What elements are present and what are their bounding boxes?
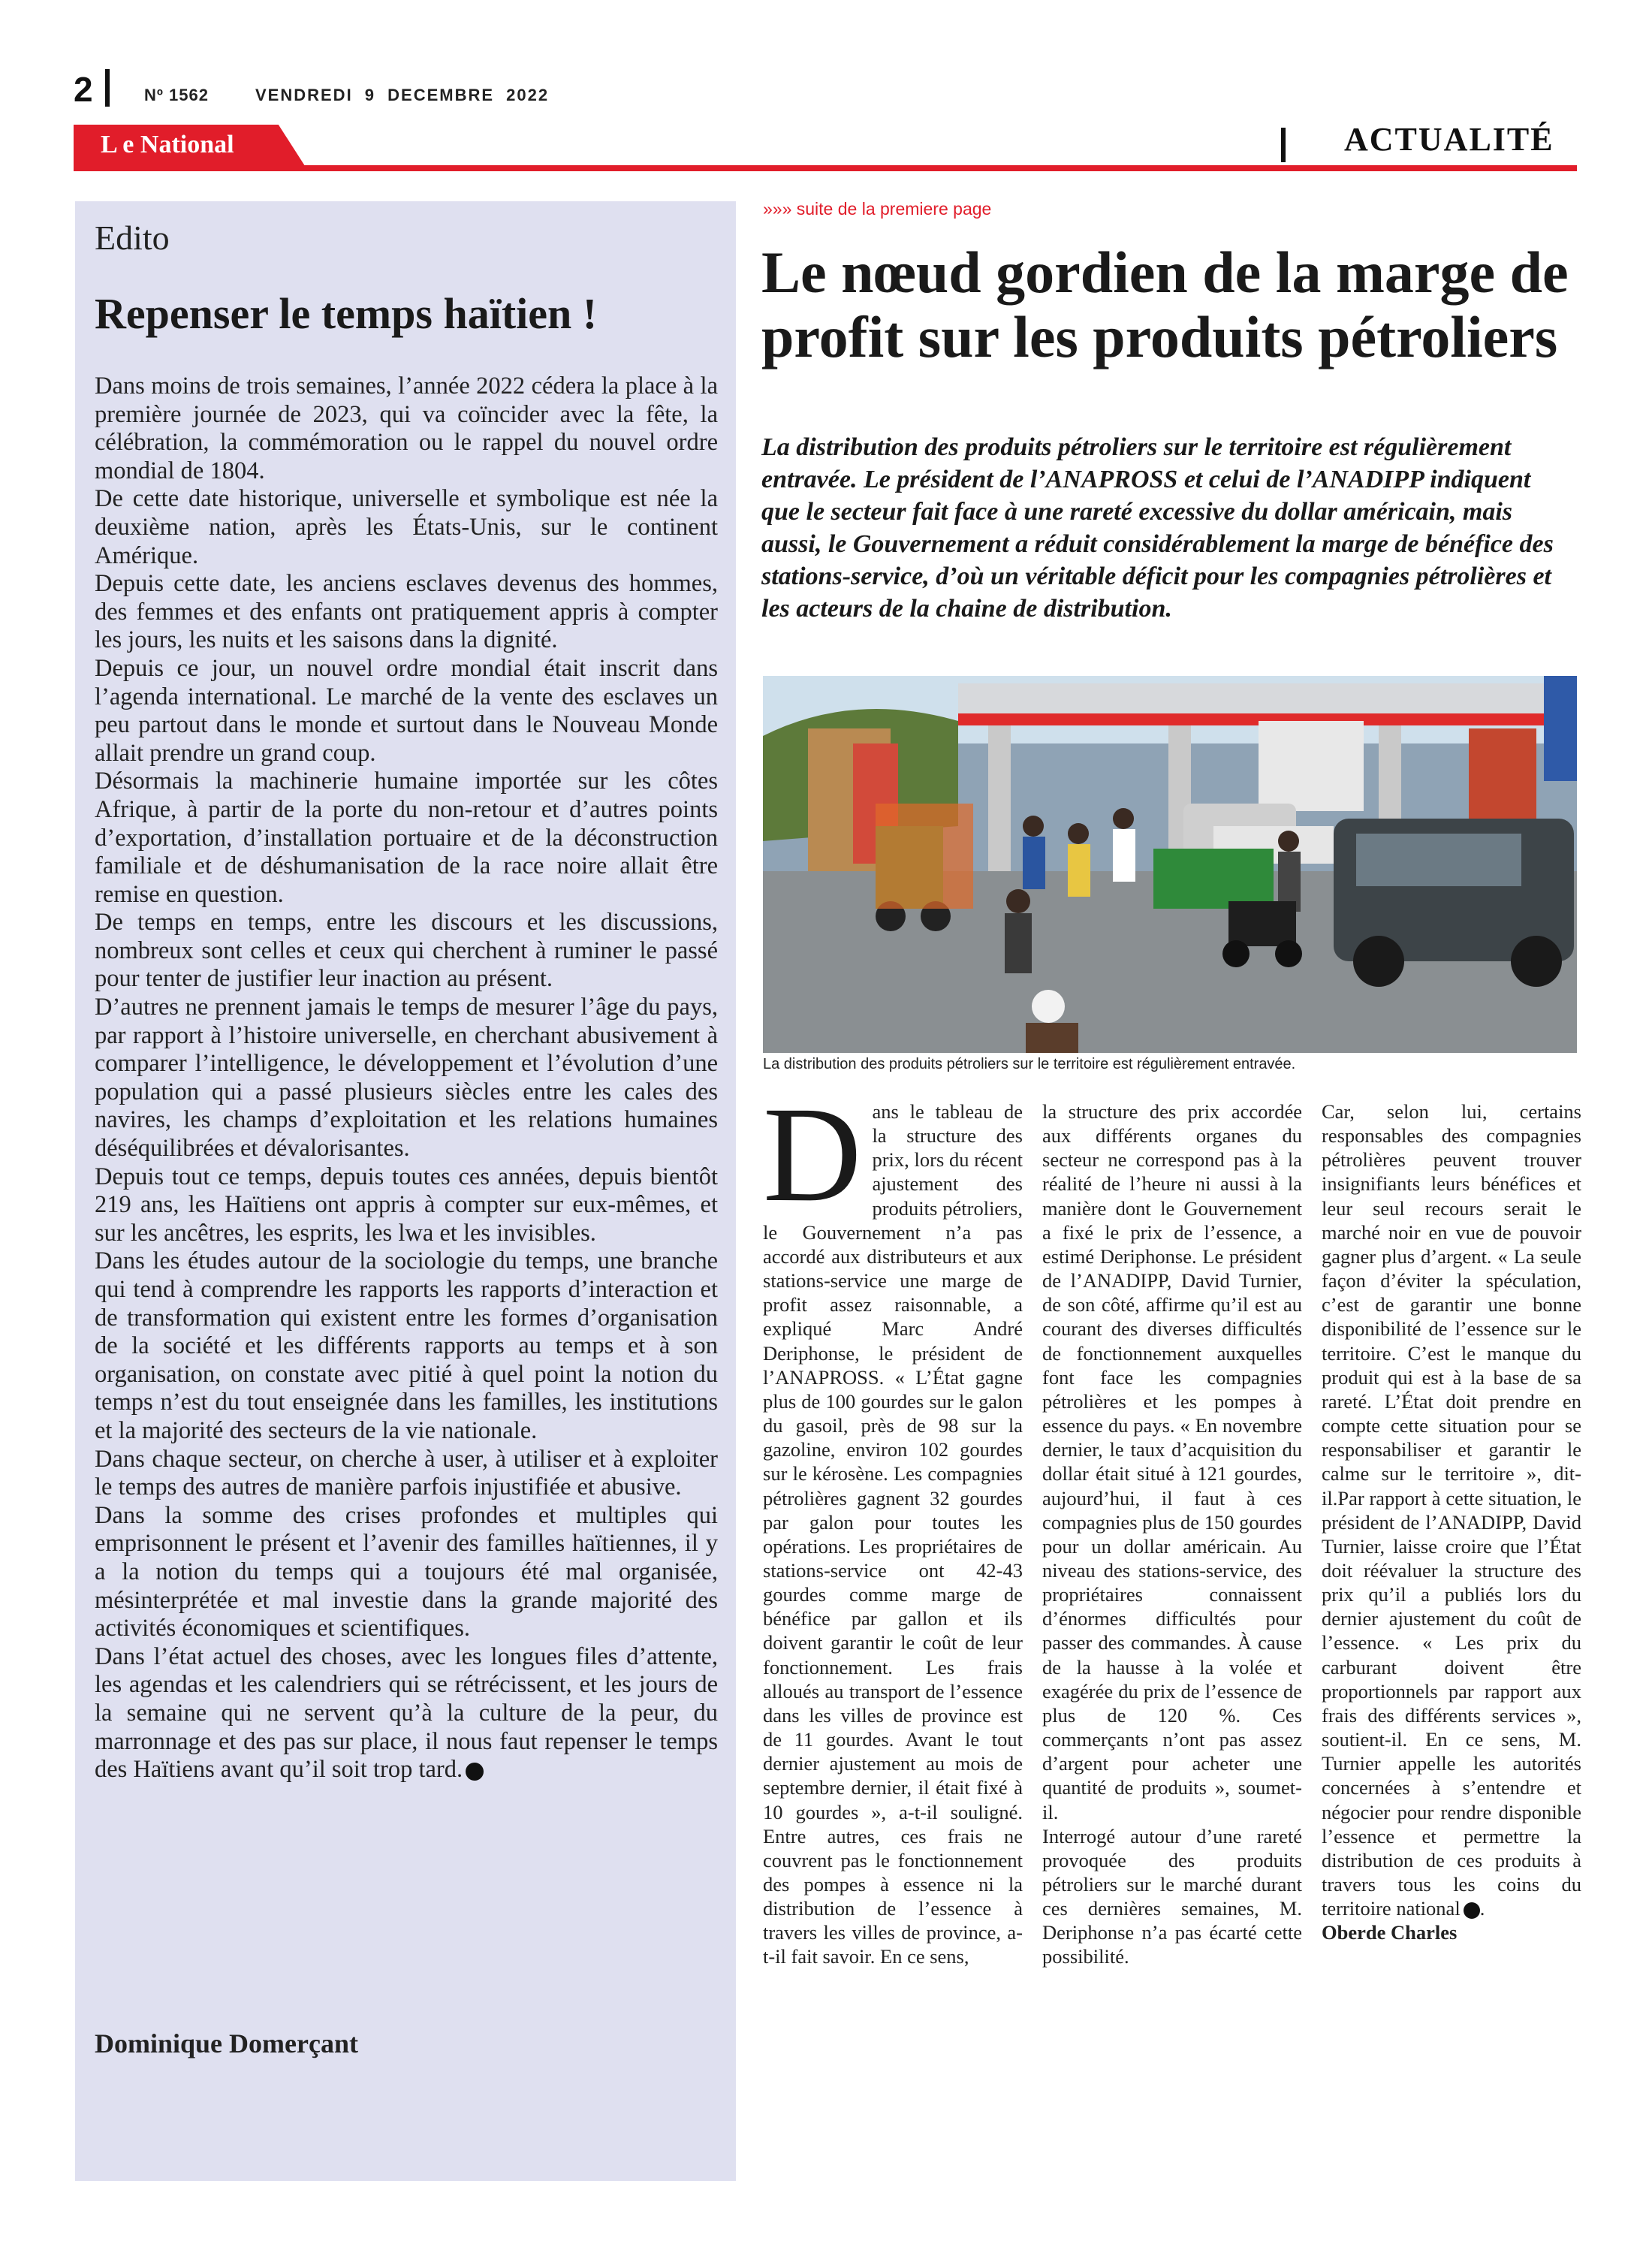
article-column-2 [1042, 1099, 1302, 1969]
article-headline: Le nœud gordien de la marge de profit sur les produits pétroliers [761, 240, 1569, 369]
article-last-paragraph: Car, selon lui, certains responsables des compagnies pétrolières peuvent trouver insignifiants leurs bénéfices et leur seul recours serait le marché noir en vue de pouvoir gagner plus d’argent. « La seule façon d’éviter la spéculation, c’est de garantir une bonne disponibilité de l’essence sur le territoire. C’est le manque du produit qui est à la base de sa rareté. L’État doit prendre en compte cette situation pour se responsabiliser et garantir le calme sur le territoire », dit-il.Par rapport à cette situation, le président de l’ANADIPP, David Turnier, laisse croire que l’État doit réévaluer la structure des prix qu’il a publiés lors du dernier ajustement du coût de l’essence. « Les prix du carburant doivent être proportionnels par rapport aux frais des différents services », soutient-il. En ce sens, M. Turnier appelle les autorités concernées à s’entendre et négocier pour rendre disponible l’essence et permettre la distribution de ces produits à travers tous les coins du territoire national . [1322, 1100, 1581, 1920]
article-text: Car, selon lui, certains responsables des compagnies pétrolières peuvent trouver insignifiants leurs bénéfices et leur seul recours serait le marché noir en vue de pouvoir gagner plus d’argent. « La seule façon d’éviter la spéculation, c’est de garantir une bonne disponibilité de l’essence sur le territoire. C’est le manque du produit qui est à la base de sa rareté. L’État doit prendre en compte cette situation pour se responsabiliser et garantir le calme sur le territoire », dit-il.Par rapport à cette situation, le président de l’ANADIPP, David Turnier, laisse croire que l’État doit réévaluer la structure des prix qu’il a publiés lors du dernier ajustement du coût de l’essence. « Les prix du carburant doivent être proportionnels par rapport aux frais des différents services », soutient-il. En ce sens, M. Turnier appelle les autorités concernées à s’entendre et négocier pour rendre disponible l’essence et permettre la distribution de ces produits à travers tous les coins du territoire national [1322, 1100, 1581, 1920]
fuel-station-photo [763, 676, 1577, 1053]
edito-label: Edito [95, 219, 170, 257]
edito-paragraph: Désormais la machinerie humaine importée sur les côtes Afrique, à partir de la porte du non-retour et d’autres points d’exportation, d’installation portuaire et de la déconstruction familiale et de déshumanisation de la race noire allait être remise en question. [95, 768, 718, 908]
article-paragraph: Interrogé autour d’une rareté provoquée des produits pétroliers sur le marché durant ces dernières semaines, M. Deriphonse n’a pas écarté cette possibilité. [1042, 1824, 1302, 1968]
edito-author: Dominique Domerçant [95, 2028, 358, 2058]
article-column-3 [1322, 1099, 1581, 1944]
newspaper-brand: L e National [101, 131, 234, 158]
edito-paragraph: D’autres ne prennent jamais le temps de mesurer l’âge du pays, par rapport à l’histoire universelle, en cherchant abusivement à comparer l’intelligence, le développement et l’évolution d’une population qui a passé plusieurs siècles entre les cales des navires, les champs d’exploitation et les relations humaines déséquilibrées et dévalorisantes. [95, 994, 718, 1163]
article-lede: La distribution des produits pétroliers sur le territoire est régulièrement entravée. Le président de l’ANAPROSS et celui de l’ANADIPP indiquent que le secteur fait face à une rareté excessive du dollar américain, mais aussi, le Gouvernement a réduit considérablement la marge de bénéfice des stations-service, d’où un véritable déficit pour les compagnies pétrolières et les acteurs de la chaine de distribution. [761, 433, 1554, 623]
end-mark-icon [466, 1763, 484, 1781]
continued-kicker: »»» suite de la premiere page [763, 199, 992, 219]
edito-paragraph: De temps en temps, entre les discours et les discussions, nombreux sont celles et ceux qui cherchent à ruminer le passé pour tenter de justifier leur inaction au présent. [95, 909, 718, 993]
section-divider [1281, 128, 1286, 162]
end-mark-icon [1464, 1902, 1480, 1919]
edito-paragraph: Depuis ce jour, un nouvel ordre mondial était inscrit dans l’agenda international. Le marché de la vente des esclaves un peu partout dans le monde et surtout dans le Nouveau Monde allait prendre un grand coup. [95, 654, 718, 767]
edito-paragraph: Dans moins de trois semaines, l’année 2022 cédera la place à la première journée de 2023, qui va coïncider avec la fête, la célébration, la commémoration ou le rappel du nouvel ordre mondial de 1804. [95, 372, 718, 484]
edito-paragraph: Depuis tout ce temps, depuis toutes ces années, depuis bientôt 219 ans, les Haïtiens ont appris à compter sur eux-mêmes, et sur les ancêtres, les esprits, les lwa et les invisibles. [95, 1163, 718, 1247]
fuel-station-photo-illustration [763, 676, 1577, 1053]
edito-paragraph: De cette date historique, universelle et symbolique est née la deuxième nation, après les États-Unis, sur le continent Amérique. [95, 485, 718, 569]
edito-paragraph: Dans la somme des crises profondes et multiples qui emprisonnent le présent et l’avenir des familles haïtiennes, il y a la notion du temps qui a toujours été mal organisée, mésinterprétée et mal investie dans la grande majorité des activités économiques et scientifiques. [95, 1501, 718, 1642]
article-column-1 [763, 1079, 1023, 1969]
article-text: ans le tableau de la structure des prix, lors du récent ajustement des produits pétroliers, le Gouvernement n’a pas accordé aux distributeurs et aux stations-service une marge de profit assez raisonnable, a expliqué Marc André Deriphonse, le président de l’ANAPROSS. « L’État gagne plus de 100 gourdes sur le galon du gasoil, près de 98 sur la gazoline, environ 102 gourdes sur le kérosène. Les compagnies pétrolières gagnent 32 gourdes par galon pour toutes les opérations. Les propriétaires de stations-service ont 42-43 gourdes comme marge de bénéfice par gallon et ils doivent garantir le coût de leur fonctionnement. Les frais alloués au transport de l’essence dans les villes de province est de 11 gourdes. Avant le tout dernier ajustement au mois de septembre dernier, il était fixé à 10 gourdes », a-t-il souligné. Entre autres, ces frais ne couvrent pas le fonctionnement des pompes à essence ni la distribution de l’essence à travers les villes de province, a-t-il fait savoir. En ce sens, [763, 1100, 1023, 1968]
header-rule [74, 165, 1577, 171]
edito-last-paragraph [95, 1643, 718, 1784]
edito-paragraph: Depuis cette date, les anciens esclaves devenus des hommes, des femmes et des enfants ont pratiquement appris à compter les jours, les nuits et les saisons dans la dignité. [95, 570, 718, 654]
drop-cap: D [763, 1079, 862, 1230]
page-number: 2 [74, 70, 93, 109]
section-title: ACTUALITÉ [1344, 121, 1554, 158]
edito-paragraph: Dans les études autour de la sociologie du temps, une branche qui tend à comprendre les rapports les rapports d’interaction et de transformation qui existent entre les formes d’organisation de la société et les différents rapports au temps et à son organisation, on constate avec pitié à quel point la notion du temps n’est du tout enseignée dans les familles, les institutions et la majorité des secteurs de la vie nationale. [95, 1247, 718, 1444]
photo-caption: La distribution des produits pétroliers sur le territoire est régulièrement entravée. [763, 1056, 1296, 1072]
edito-title: Repenser le temps haïtien ! [95, 289, 598, 338]
edito-paragraph: Dans chaque secteur, on cherche à user, à utiliser et à exploiter le temps des autres de manière parfois injustifiée et abusive. [95, 1445, 718, 1501]
article-byline: Oberde Charles [1322, 1921, 1458, 1944]
issue-date: VENDREDI 9 DECEMBRE 2022 [255, 86, 550, 104]
issue-number: Nº 1562 [144, 86, 209, 104]
edito-paragraph: Dans l’état actuel des choses, avec les longues files d’attente, les agendas et les calendriers qui se rétrécissent, et les jours de la semaine qui ne servent qu’à la culture de la peur, du marronnage et des pas sur place, il nous faut repenser le temps des Haïtiens avant qu’il soit trop tard. [95, 1642, 718, 1784]
edito-body [95, 372, 718, 1784]
page-number-divider [105, 69, 110, 107]
article-paragraph: la structure des prix accordée aux différents organes du secteur ne correspond pas à la réalité de l’heure ni aussi à la manière dont le Gouvernement a fixé le prix de l’essence, a estimé Deriphonse. Le président de l’ANADIPP, David Turnier, de son côté, affirme qu’il est au courant des diverses difficultés de fonctionnement auxquelles font face les compagnies pétrolières et les pompes à essence du pays. « En novembre dernier, le taux d’acquisition du dollar était situé à 121 gourdes, aujourd’hui, il faut à ces compagnies plus de 150 gourdes pour un dollar américain. Au niveau des stations-service, des propriétaires connaissent d’énormes difficultés pour passer des commandes. À cause de la hausse à la volée et exagérée du prix de l’essence de plus de 120 %. Ces commerçants n’ont pas assez d’argent pour acheter une quantité de produits », soumet-il. [1042, 1100, 1302, 1823]
